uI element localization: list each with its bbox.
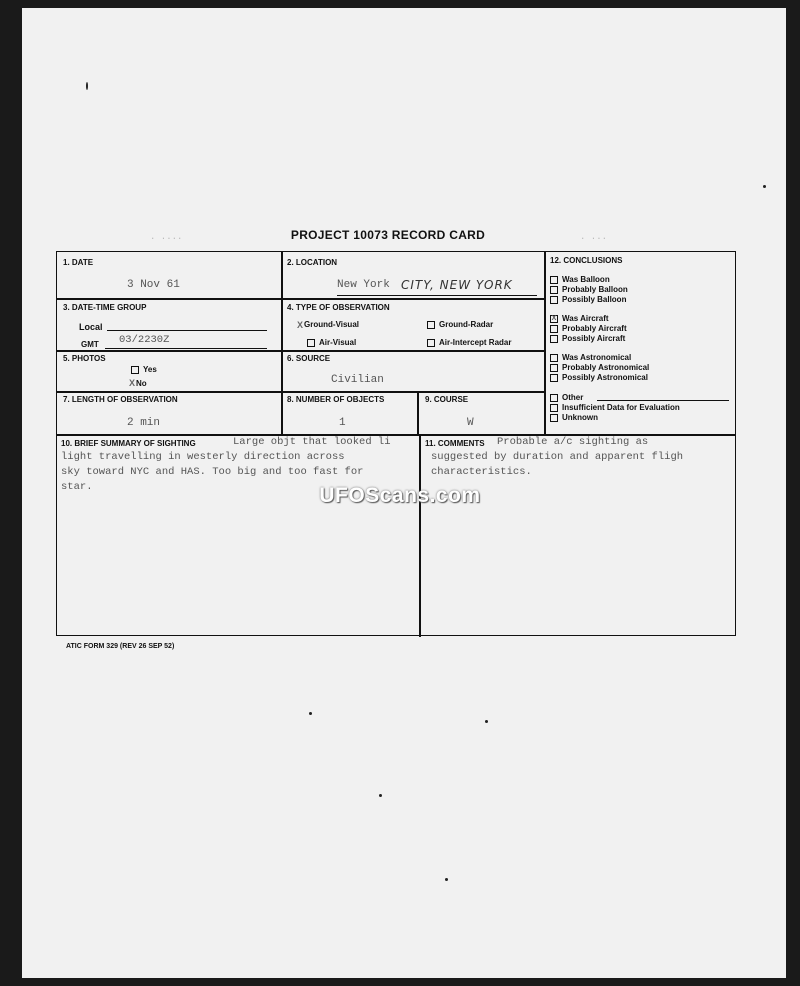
conclusion-option[interactable]: Possibly Balloon: [550, 295, 626, 305]
speck: [309, 712, 312, 715]
source-label: 6. SOURCE: [287, 354, 331, 363]
speck: [763, 185, 766, 188]
conclusions-label: 12. CONCLUSIONS: [550, 256, 623, 265]
type-obs-label: 4. TYPE OF OBSERVATION: [287, 303, 390, 312]
checkbox-icon[interactable]: [550, 276, 558, 284]
conclusion-option[interactable]: Was Balloon: [550, 275, 610, 285]
photos-label: 5. PHOTOS: [63, 354, 106, 363]
location-label: 2. LOCATION: [287, 258, 338, 267]
faint-smudge: · ····: [150, 234, 183, 244]
divider: [57, 391, 545, 393]
date-value: 3 Nov 61: [127, 279, 180, 291]
speck: [379, 794, 382, 797]
checkbox-checked-icon[interactable]: X: [129, 378, 136, 388]
checkbox-icon[interactable]: [550, 404, 558, 412]
speck: [485, 720, 488, 723]
summary-line: Large objt that looked li: [233, 436, 391, 448]
num-objects-value: 1: [339, 417, 346, 429]
checkbox-icon[interactable]: [550, 354, 558, 362]
conclusion-option[interactable]: Probably Aircraft: [550, 324, 627, 334]
comments-label: 11. COMMENTS: [425, 439, 485, 448]
num-objects-label: 8. NUMBER OF OBJECTS: [287, 395, 385, 404]
checkbox-icon[interactable]: [550, 374, 558, 382]
conclusion-option[interactable]: Probably Balloon: [550, 285, 628, 295]
checkbox-icon[interactable]: [550, 394, 558, 402]
divider: [417, 391, 419, 435]
location-handwritten: CITY, NEW YORK: [401, 278, 513, 292]
date-label: 1. DATE: [63, 258, 94, 267]
other-underline: [597, 400, 729, 401]
conclusion-option[interactable]: Other: [550, 393, 583, 403]
checkbox-checked-icon[interactable]: X: [551, 314, 557, 322]
gmt-label: GMT: [81, 340, 99, 349]
checkbox-icon[interactable]: [550, 296, 558, 304]
length-label: 7. LENGTH OF OBSERVATION: [63, 395, 178, 404]
card-title: PROJECT 10073 RECORD CARD: [290, 228, 486, 242]
length-value: 2 min: [127, 417, 161, 429]
divider: [419, 434, 421, 637]
comments-line: suggested by duration and apparent fligh: [431, 451, 684, 463]
checkbox-icon[interactable]: [131, 366, 139, 374]
photos-yes-option[interactable]: Yes: [131, 365, 157, 375]
divider: [57, 350, 545, 352]
form-id: ATIC FORM 329 (REV 26 SEP 52): [66, 643, 175, 650]
air-visual-option[interactable]: Air-Visual: [307, 338, 356, 348]
ground-visual-option[interactable]: XGround-Visual: [297, 320, 359, 330]
location-typed: New York: [337, 279, 390, 291]
conclusion-option-checked[interactable]: X Was Aircraft: [551, 314, 609, 323]
summary-line: sky toward NYC and HAS. Too big and too fast for: [61, 466, 364, 478]
summary-line: light travelling in westerly direction across: [61, 451, 345, 463]
speck: [86, 82, 88, 90]
checkbox-icon[interactable]: [427, 339, 435, 347]
checkbox-icon[interactable]: [550, 325, 558, 333]
conclusion-option[interactable]: Probably Astronomical: [550, 363, 649, 373]
conclusion-option[interactable]: Unknown: [550, 413, 598, 423]
divider: [57, 298, 545, 300]
comments-line: Probable a/c sighting as: [497, 436, 649, 448]
comments-line: characteristics.: [431, 466, 532, 478]
source-value: Civilian: [331, 374, 384, 386]
divider: [281, 252, 283, 435]
conclusion-option[interactable]: Insufficient Data for Evaluation: [550, 403, 680, 413]
conclusion-option[interactable]: Possibly Astronomical: [550, 373, 648, 383]
course-value: W: [467, 417, 474, 429]
summary-label: 10. BRIEF SUMMARY OF SIGHTING: [61, 439, 196, 448]
checkbox-checked-icon[interactable]: X: [297, 320, 304, 330]
gmt-underline: [105, 348, 267, 349]
checkbox-icon[interactable]: [307, 339, 315, 347]
checkbox-icon[interactable]: [550, 335, 558, 343]
comments-text: [423, 435, 735, 480]
course-label: 9. COURSE: [425, 395, 469, 404]
local-underline: [107, 330, 267, 331]
photos-no-option[interactable]: XNo: [129, 378, 147, 388]
conclusion-option[interactable]: Possibly Aircraft: [550, 334, 625, 344]
air-intercept-radar-option[interactable]: Air-Intercept Radar: [427, 338, 511, 348]
faint-smudge: · ···: [580, 234, 608, 244]
ground-radar-option[interactable]: Ground-Radar: [427, 320, 493, 330]
checkbox-icon[interactable]: [427, 321, 435, 329]
location-underline: [337, 295, 537, 296]
checkbox-icon[interactable]: [550, 364, 558, 372]
record-card: [56, 251, 736, 636]
dtg-label: 3. DATE-TIME GROUP: [63, 303, 147, 312]
divider: [544, 252, 546, 435]
gmt-value: 03/2230Z: [119, 334, 170, 346]
local-label: Local: [79, 322, 103, 332]
conclusion-option[interactable]: Was Astronomical: [550, 353, 631, 363]
watermark: UFOScans.com: [319, 484, 481, 507]
checkbox-icon[interactable]: [550, 414, 558, 422]
speck: [445, 878, 448, 881]
checkbox-icon[interactable]: [550, 286, 558, 294]
summary-line: star.: [61, 481, 93, 493]
